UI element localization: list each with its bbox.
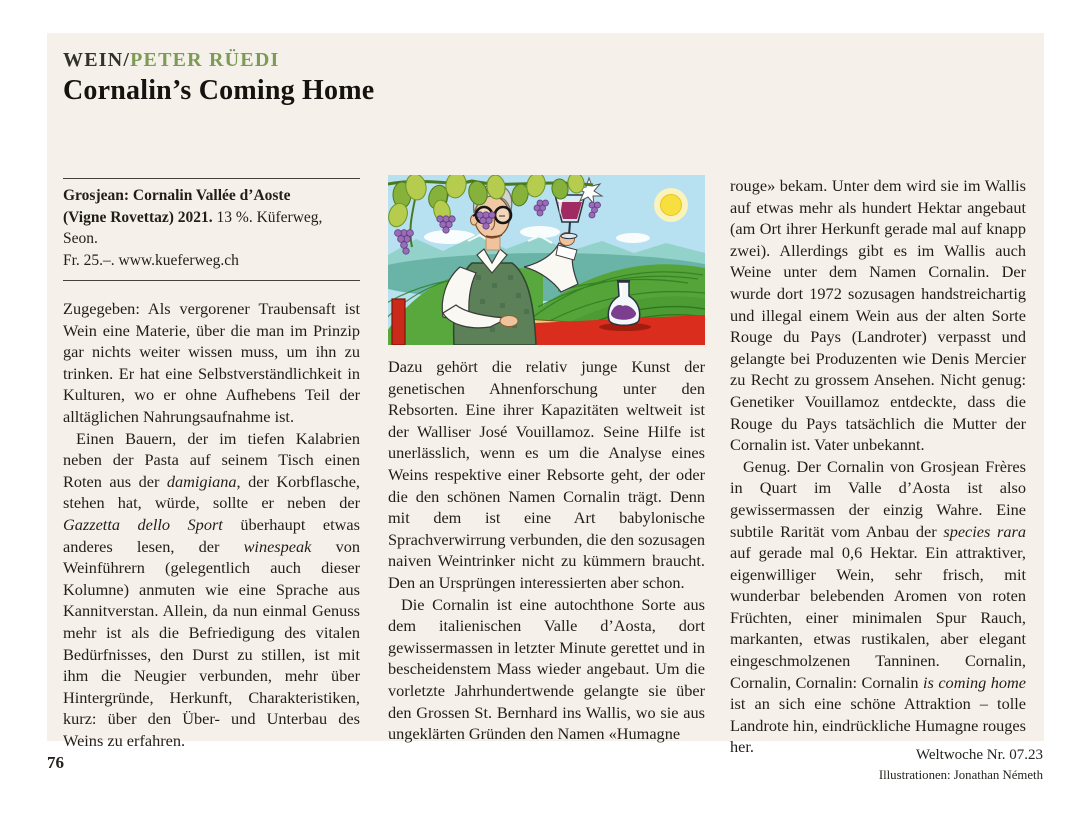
body-text: Genug. Der Cornalin von Grosjean Frères in Quart im Valle d’Aosta ist also gewissermassen der einzig Wahre. Eine subtile Rarität vom Anbau der	[730, 456, 1026, 541]
wine-vintage: (Vigne Rovettaz) 2021.	[63, 208, 213, 226]
column-3-text	[730, 175, 1026, 758]
wine-details: 13 %. Küferweg, Seon.	[63, 208, 323, 247]
paragraph	[730, 175, 1026, 456]
column-3	[730, 175, 1026, 758]
paragraph	[63, 428, 360, 752]
column-1	[63, 175, 360, 751]
paragraph	[730, 456, 1026, 758]
paragraph	[388, 356, 705, 594]
sun-icon	[654, 188, 688, 222]
paragraph	[388, 594, 705, 745]
author-name: PETER RÜEDI	[130, 49, 280, 71]
wine-name: Grosjean: Cornalin Vallée d’Aoste	[63, 187, 291, 204]
italic-text: Gazzetta dello Sport	[63, 514, 223, 534]
section-label: WEIN/	[63, 49, 131, 71]
issue-label: Weltwoche Nr. 07.23	[915, 747, 1043, 763]
wine-price-url: Fr. 25.–. www.kueferweg.ch	[63, 251, 239, 269]
italic-text: damigiana	[166, 471, 237, 491]
body-text: Zugegeben: Als vergorener Traubensaft ist Wein eine Materie, über die man im Prinzip gar nichts weiter wissen muss, um ihn zu trinken. Er hat eine Selbstverständlichkeit in Kulturen, wo er ohne Aufhebens Teil der alltäglichen Nahrungsaufnahme ist.	[63, 299, 360, 426]
italic-text: species rara	[943, 521, 1027, 541]
column-2	[388, 175, 705, 745]
body-text: überhaupt etwas anderes lesen, der	[63, 514, 360, 556]
body-text: auf gerade mal 0,6 Hektar. Ein attraktiver, eigenwilliger Wein, sehr frisch, mit wunderbar belebenden Aromen von roten Früchten, einer minimalen Spur Rauch, markanten, etwas rustikalen, aber elegant eingeschmolzenen Tanninen. Cornalin, Cornalin, Cornalin: Cornalin	[730, 543, 1026, 692]
column-2-text	[388, 356, 705, 745]
body-text: von Weinführern (gelegentlich auch dieser Kolumne) anmuten wie eine Sprache aus Kannitverstan. Allein, da nun einmal Genuss mehr ist als die Befriedigung des vitalen Bedürfnisses, den Durst zu stillen, ist mit ihm die Neugier verbunden, mehr über Hintergründe, Herkunft, Charakteristiken, kurz: über den Über- und Unterbau des Weins zu erfahren.	[63, 536, 360, 750]
body-text: Einen Bauern, der im tiefen Kalabrien neben der Pasta auf seinem Tisch einen Roten aus der	[63, 428, 360, 491]
column-1-text	[63, 298, 360, 751]
body-text: ist an sich eine schöne Attraktion – tolle Landrote hin, eindrückliche Humagne rouges her.	[730, 694, 1026, 757]
body-text: rouge» bekam. Unter dem wird sie im Wallis auf etwas mehr als hundert Hektar angebaut (am Ort ihrer Herkunft gerade mal auf knapp zwei). Allerdings gibt es im Wallis auch Weine unter dem Namen Cornalin. Der wurde dort 1972 sozusagen handstreichartig und illegal einem Wein aus der alten Sorte Rouge du Pays (Landroter) verpasst und gelangte bei Produzenten wie Denis Mercier zu Recht zu grossem Ansehen. Nicht genug: Genetiker Vouillamoz entdeckte, dass die Rouge du Pays tatsächlich die Mutter der Cornalin ist. Vater unbekannt.	[730, 176, 1026, 455]
body-text: Die Cornalin ist eine autochthone Sorte aus dem italienischen Valle d’Aosta, dort gewissermassen in letzter Minute gerettet und in bescheidenstem Mass wieder angebaut. Um die vorletzte Jahrhundertwende gelangte sie über den Grossen St. Bernhard ins Wallis, wo sie aus ungeklärten Gründen den Namen «Humagne	[388, 594, 705, 744]
footer-imprint	[879, 747, 1043, 783]
italic-text: is coming home	[922, 672, 1027, 692]
article-title: Cornalin’s Coming Home	[63, 75, 375, 106]
chair	[392, 299, 405, 345]
wine-taster-illustration	[388, 175, 705, 345]
italic-text: winespeak	[243, 536, 312, 556]
body-text: , der Korbflasche, stehen hat, würde, sollte er neben der	[63, 471, 360, 513]
paragraph	[63, 298, 360, 428]
page-number: 76	[47, 753, 64, 772]
body-text: Dazu gehört die relativ junge Kunst der genetischen Ahnenforschung unter den Rebsorten. Eine ihrer Kapazitäten weltweit ist der Walliser José Vouillamoz. Seine Hilfe ist unerlässlich, wenn es um die Analyse eines Weins respektive einer Rebsorte geht, der oder die den schönen Namen Cornalin trägt. Denn mit dem ist eine Art babylonische Sprachverwirrung verbunden, die den sozusagen naiven Weintrinker nicht zu kümmern braucht. Den an Ursprüngen interessierten aber schon.	[388, 357, 705, 592]
illustration-credit: Illustrationen: Jonathan Németh	[878, 768, 1043, 782]
wine-info-box	[63, 178, 360, 281]
section-kicker	[63, 49, 279, 72]
